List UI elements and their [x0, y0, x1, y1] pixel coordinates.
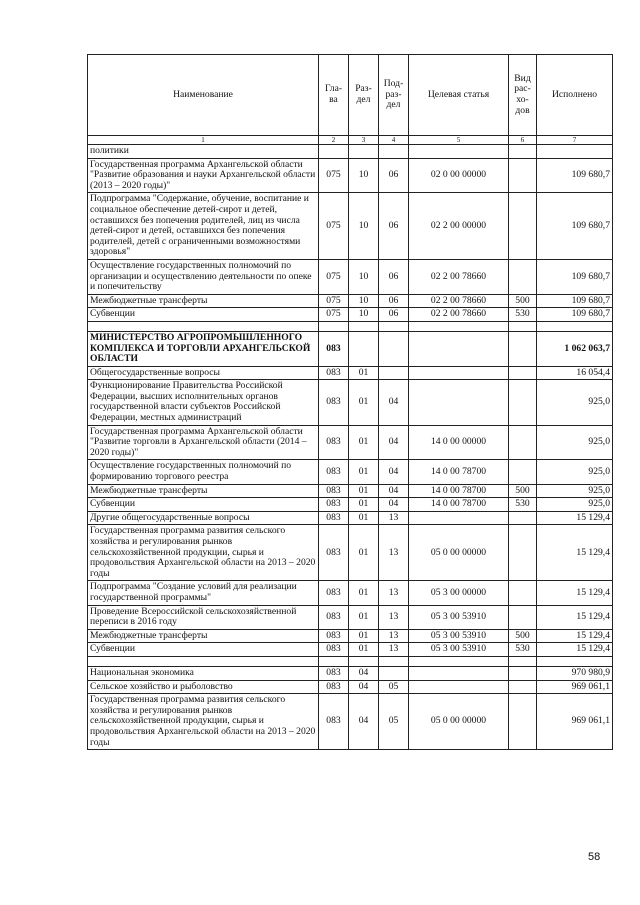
budget-table: [87, 54, 613, 750]
cell-podrazdel: 04: [379, 380, 409, 425]
cell-amount: 109 680,7: [537, 158, 613, 193]
cell-name: Подпрограмма "Создание условий для реализации государственной программы": [88, 581, 319, 605]
cell-name: Функционирование Правительства Российской Федерации, высших исполнительных органов государственной власти субъектов Российской Федерации, местных администраций: [88, 380, 319, 425]
cell-glava: 083: [319, 460, 349, 484]
cell-amount: 109 680,7: [537, 193, 613, 260]
cell-name: Межбюджетные трансферты: [88, 629, 319, 643]
table-row: [88, 484, 613, 498]
header-podrazdel: Под-раз-дел: [379, 55, 409, 136]
header-row: [88, 55, 613, 136]
cell-vid: [509, 460, 537, 484]
cell-razdel: 01: [349, 605, 379, 629]
table-row: [88, 629, 613, 643]
cell-target: 05 3 00 53910: [409, 643, 509, 657]
cell-name: Государственная программа Архангельской области "Развитие образования и науки Архангельской области (2013 – 2020 годы)": [88, 158, 319, 193]
cell-razdel: 04: [349, 666, 379, 680]
column-number: 1: [88, 136, 319, 145]
header-razdel: Раз-дел: [349, 55, 379, 136]
cell-vid: [509, 331, 537, 366]
empty-cell: [409, 321, 509, 331]
cell-podrazdel: 04: [379, 498, 409, 512]
empty-cell: [509, 656, 537, 666]
cell-name: Другие общегосударственные вопросы: [88, 511, 319, 525]
cell-podrazdel: 05: [379, 680, 409, 694]
cell-podrazdel: 13: [379, 511, 409, 525]
table-row: [88, 581, 613, 605]
cell-name: Осуществление государственных полномочий по формированию торгового реестра: [88, 460, 319, 484]
cell-glava: 083: [319, 581, 349, 605]
table-row: [88, 193, 613, 260]
cell-name: Межбюджетные трансферты: [88, 294, 319, 308]
cell-glava: 083: [319, 643, 349, 657]
empty-cell: [409, 656, 509, 666]
table-row: [88, 259, 613, 294]
cell-amount: 15 129,4: [537, 581, 613, 605]
cell-amount: 15 129,4: [537, 605, 613, 629]
table-row: [88, 666, 613, 680]
table-row: [88, 425, 613, 460]
cell-podrazdel: 13: [379, 643, 409, 657]
cell-name: Сельское хозяйство и рыболовство: [88, 680, 319, 694]
cell-vid: 530: [509, 643, 537, 657]
cell-name: МИНИСТЕРСТВО АГРОПРОМЫШЛЕННОГО КОМПЛЕКСА И ТОРГОВЛИ АРХАНГЕЛЬСКОЙ ОБЛАСТИ: [88, 331, 319, 366]
table-row: [88, 460, 613, 484]
cell-glava: 083: [319, 484, 349, 498]
cell-razdel: 01: [349, 511, 379, 525]
table-row: [88, 525, 613, 581]
cell-glava: 075: [319, 158, 349, 193]
cell-vid: [509, 145, 537, 159]
cell-amount: 16 054,4: [537, 366, 613, 380]
column-number: 2: [319, 136, 349, 145]
cell-target: [409, 380, 509, 425]
cell-vid: [509, 605, 537, 629]
empty-cell: [319, 321, 349, 331]
cell-razdel: 01: [349, 525, 379, 581]
cell-target: [409, 145, 509, 159]
header-glava: Гла-ва: [319, 55, 349, 136]
cell-podrazdel: 06: [379, 158, 409, 193]
cell-amount: 970 980,9: [537, 666, 613, 680]
column-number: 7: [537, 136, 613, 145]
table-row: [88, 694, 613, 750]
cell-podrazdel: 13: [379, 605, 409, 629]
cell-target: 05 0 00 00000: [409, 525, 509, 581]
cell-amount: 109 680,7: [537, 308, 613, 322]
cell-amount: 1 062 063,7: [537, 331, 613, 366]
cell-glava: 083: [319, 425, 349, 460]
cell-target: 02 0 00 00000: [409, 158, 509, 193]
empty-cell: [319, 656, 349, 666]
cell-amount: 969 061,1: [537, 694, 613, 750]
cell-vid: 500: [509, 294, 537, 308]
header-target: Целевая статья: [409, 55, 509, 136]
cell-amount: 925,0: [537, 498, 613, 512]
cell-razdel: 01: [349, 484, 379, 498]
empty-cell: [509, 321, 537, 331]
cell-glava: 083: [319, 629, 349, 643]
cell-target: 14 0 00 78700: [409, 460, 509, 484]
cell-vid: [509, 511, 537, 525]
cell-amount: 15 129,4: [537, 525, 613, 581]
cell-name: Общегосударственные вопросы: [88, 366, 319, 380]
cell-podrazdel: [379, 666, 409, 680]
cell-vid: 500: [509, 484, 537, 498]
cell-vid: [509, 380, 537, 425]
cell-razdel: 01: [349, 498, 379, 512]
cell-amount: 925,0: [537, 460, 613, 484]
cell-vid: [509, 193, 537, 260]
cell-target: [409, 366, 509, 380]
column-number: 3: [349, 136, 379, 145]
ministry-row: [88, 331, 613, 366]
cell-name: Проведение Всероссийской сельскохозяйственной переписи в 2016 году: [88, 605, 319, 629]
cell-glava: 075: [319, 193, 349, 260]
table-row: [88, 511, 613, 525]
cell-amount: 925,0: [537, 425, 613, 460]
cell-podrazdel: 04: [379, 484, 409, 498]
cell-vid: 530: [509, 498, 537, 512]
header-executed: Исполнено: [537, 55, 613, 136]
empty-cell: [537, 656, 613, 666]
cell-vid: [509, 680, 537, 694]
spacer-row: [88, 656, 613, 666]
cell-vid: [509, 694, 537, 750]
cell-razdel: 10: [349, 259, 379, 294]
cell-amount: 925,0: [537, 484, 613, 498]
cell-target: [409, 666, 509, 680]
cell-vid: [509, 366, 537, 380]
table-row: [88, 158, 613, 193]
table-row: [88, 680, 613, 694]
cell-podrazdel: 06: [379, 193, 409, 260]
cell-vid: [509, 158, 537, 193]
cell-podrazdel: 13: [379, 629, 409, 643]
cell-amount: 109 680,7: [537, 259, 613, 294]
cell-target: 02 2 00 78660: [409, 259, 509, 294]
empty-cell: [537, 321, 613, 331]
cell-target: 02 2 00 78660: [409, 294, 509, 308]
cell-razdel: 01: [349, 629, 379, 643]
cell-glava: [319, 145, 349, 159]
empty-cell: [88, 656, 319, 666]
cell-razdel: 01: [349, 581, 379, 605]
cell-glava: 083: [319, 666, 349, 680]
cell-target: 14 0 00 00000: [409, 425, 509, 460]
cell-glava: 083: [319, 694, 349, 750]
cell-podrazdel: [379, 145, 409, 159]
table-row: [88, 145, 613, 159]
header-name: Наименование: [88, 55, 319, 136]
cell-vid: [509, 666, 537, 680]
cell-glava: 075: [319, 308, 349, 322]
cell-target: [409, 680, 509, 694]
empty-cell: [379, 656, 409, 666]
cell-amount: 109 680,7: [537, 294, 613, 308]
cell-razdel: [349, 145, 379, 159]
cell-glava: 083: [319, 366, 349, 380]
table-row: [88, 498, 613, 512]
cell-target: 02 2 00 78660: [409, 308, 509, 322]
cell-podrazdel: 06: [379, 259, 409, 294]
cell-target: 05 3 00 53910: [409, 605, 509, 629]
cell-amount: 969 061,1: [537, 680, 613, 694]
cell-glava: 083: [319, 525, 349, 581]
cell-target: 02 2 00 00000: [409, 193, 509, 260]
cell-glava: 083: [319, 498, 349, 512]
cell-razdel: 01: [349, 643, 379, 657]
cell-amount: [537, 145, 613, 159]
cell-podrazdel: 06: [379, 308, 409, 322]
cell-name: Осуществление государственных полномочий по организации и осуществлению деятельности по опеке и попечительству: [88, 259, 319, 294]
cell-razdel: 04: [349, 694, 379, 750]
cell-glava: 083: [319, 331, 349, 366]
cell-podrazdel: 13: [379, 525, 409, 581]
cell-glava: 083: [319, 680, 349, 694]
cell-podrazdel: [379, 331, 409, 366]
cell-podrazdel: 05: [379, 694, 409, 750]
cell-name: Субвенции: [88, 643, 319, 657]
table-row: [88, 294, 613, 308]
cell-name: Подпрограмма "Содержание, обучение, воспитание и социальное обеспечение детей-сирот и детей, оставшихся без попечения родителей, лиц из числа детей-сирот и детей, оставшихся без попечения родителей, детей с ограниченными возможностями здоровья": [88, 193, 319, 260]
cell-podrazdel: 06: [379, 294, 409, 308]
cell-target: 14 0 00 78700: [409, 498, 509, 512]
cell-name: Государственная программа развития сельского хозяйства и регулирования рынков сельскохозяйственной продукции, сырья и продовольствия Архангельской области на 2013 – 2020 годы: [88, 525, 319, 581]
table-row: [88, 380, 613, 425]
cell-name: Национальная экономика: [88, 666, 319, 680]
cell-razdel: 10: [349, 308, 379, 322]
cell-razdel: 10: [349, 193, 379, 260]
table-row: [88, 643, 613, 657]
cell-target: 05 3 00 53910: [409, 629, 509, 643]
cell-target: 05 0 00 00000: [409, 694, 509, 750]
cell-target: 14 0 00 78700: [409, 484, 509, 498]
header-vid: Вид рас-хо-дов: [509, 55, 537, 136]
cell-vid: [509, 525, 537, 581]
cell-amount: 925,0: [537, 380, 613, 425]
table-body: [88, 145, 613, 750]
cell-razdel: 01: [349, 366, 379, 380]
empty-cell: [349, 656, 379, 666]
spacer-row: [88, 321, 613, 331]
cell-name: политики: [88, 145, 319, 159]
cell-name: Субвенции: [88, 308, 319, 322]
cell-vid: 500: [509, 629, 537, 643]
cell-razdel: 01: [349, 425, 379, 460]
column-number-row: [88, 136, 613, 145]
table-row: [88, 605, 613, 629]
cell-glava: 083: [319, 511, 349, 525]
cell-glava: 083: [319, 380, 349, 425]
column-number: 4: [379, 136, 409, 145]
cell-razdel: 10: [349, 294, 379, 308]
cell-podrazdel: 04: [379, 425, 409, 460]
cell-podrazdel: 13: [379, 581, 409, 605]
cell-razdel: 10: [349, 158, 379, 193]
budget-sheet: [87, 54, 612, 750]
cell-glava: 083: [319, 605, 349, 629]
empty-cell: [349, 321, 379, 331]
empty-cell: [379, 321, 409, 331]
cell-name: Субвенции: [88, 498, 319, 512]
cell-target: 05 3 00 00000: [409, 581, 509, 605]
cell-razdel: [349, 331, 379, 366]
column-number: 6: [509, 136, 537, 145]
empty-cell: [88, 321, 319, 331]
cell-glava: 075: [319, 259, 349, 294]
cell-amount: 15 129,4: [537, 629, 613, 643]
cell-razdel: 04: [349, 680, 379, 694]
cell-vid: [509, 581, 537, 605]
cell-glava: 075: [319, 294, 349, 308]
cell-razdel: 01: [349, 460, 379, 484]
cell-target: [409, 331, 509, 366]
cell-vid: [509, 259, 537, 294]
cell-vid: [509, 425, 537, 460]
cell-target: [409, 511, 509, 525]
table-row: [88, 366, 613, 380]
cell-razdel: 01: [349, 380, 379, 425]
cell-podrazdel: [379, 366, 409, 380]
column-number: 5: [409, 136, 509, 145]
cell-vid: 530: [509, 308, 537, 322]
cell-name: Государственная программа развития сельского хозяйства и регулирования рынков сельскохозяйственной продукции, сырья и продовольствия Архангельской области на 2013 – 2020 годы: [88, 694, 319, 750]
page-number: 58: [588, 851, 601, 863]
cell-amount: 15 129,4: [537, 511, 613, 525]
cell-podrazdel: 04: [379, 460, 409, 484]
table-row: [88, 308, 613, 322]
cell-name: Межбюджетные трансферты: [88, 484, 319, 498]
cell-name: Государственная программа Архангельской области "Развитие торговли в Архангельской области (2014 – 2020 годы)": [88, 425, 319, 460]
cell-amount: 15 129,4: [537, 643, 613, 657]
